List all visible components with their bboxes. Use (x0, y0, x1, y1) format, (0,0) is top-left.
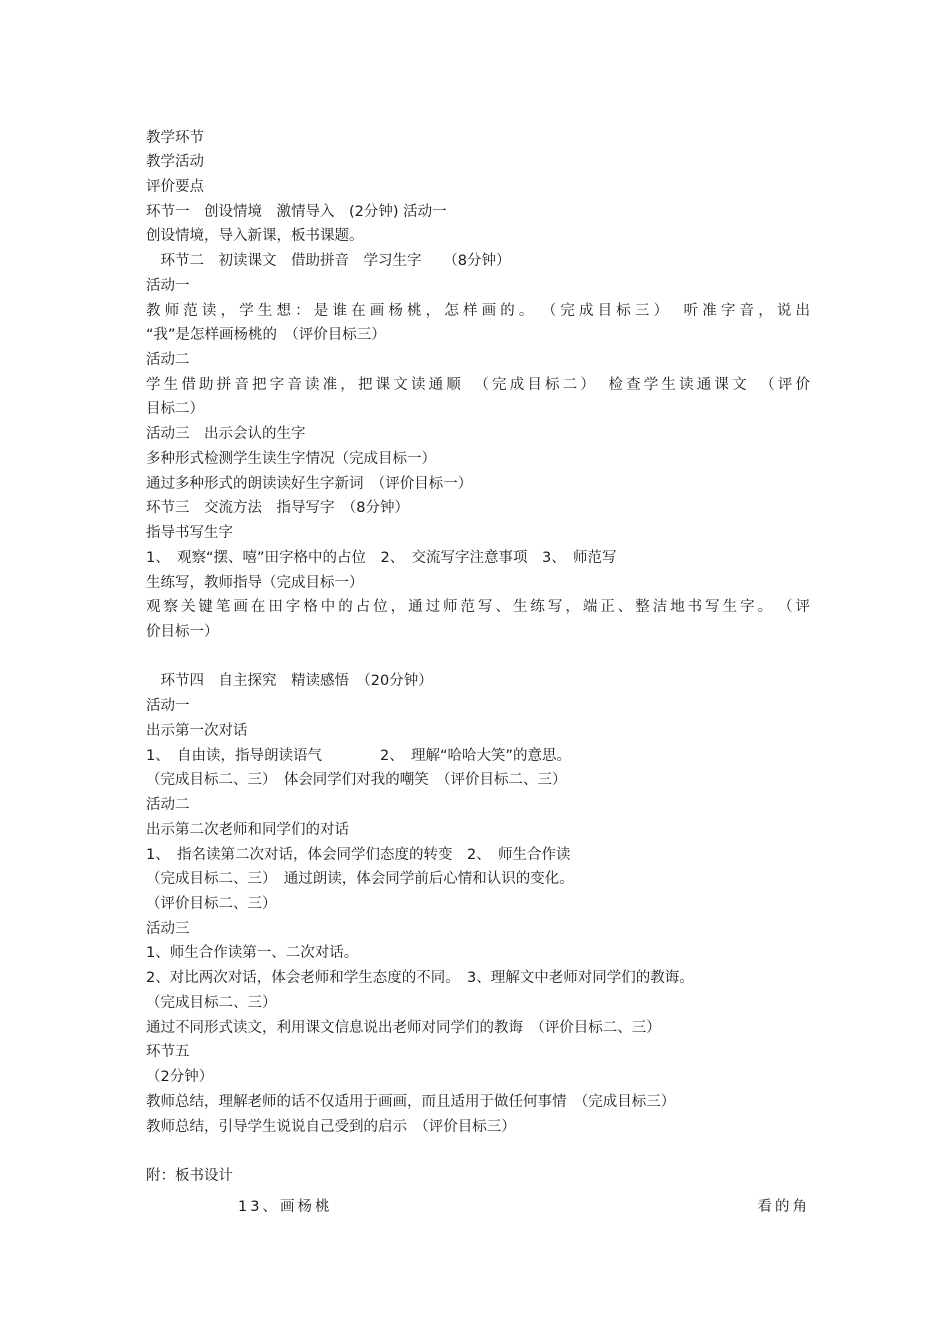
ln-3: 环节一 创设情境 激情导入 (2分钟) 活动一 (146, 204, 447, 220)
ln-38: （2分钟） (146, 1069, 214, 1085)
ln-13: 多种形式检测学生读生字情况（完成目标一） (146, 451, 436, 467)
ln-25: 1、 自由读，指导朗读语气 2、 理解“哈哈大笑”的意思。 (146, 748, 571, 764)
ln-0: 教学环节 (146, 130, 204, 146)
ln-34: 2、对比两次对话，体会老师和学生态度的不同。 3、理解文中老师对同学们的教诲。 (146, 970, 694, 986)
ln-10: 学生借助拼音把字音读准，把课文读通顺 （完成目标二） 检查学生读通课文 （评价 (146, 377, 810, 393)
ln-20: 价目标一） (146, 624, 219, 640)
ln-11: 目标二） (146, 401, 204, 417)
ln-42: 附：板书设计 (146, 1168, 233, 1184)
ln-17: 1、 观察“摆、嘻”田字格中的占位 2、 交流写字注意事项 3、 师范写 (146, 550, 617, 566)
ln-29: 1、 指名读第二次对话，体会同学们态度的转变 2、 师生合作读 (146, 847, 571, 863)
ln-36: 通过不同形式读文，利用课文信息说出老师对同学们的教诲 （评价目标二、三） (146, 1020, 661, 1036)
ln-22: 环节四 自主探究 精读感悟 （20分钟） (146, 673, 433, 689)
ln-1: 教学活动 (146, 154, 204, 170)
ln-6: 活动一 (146, 278, 190, 294)
ln-19: 观察关键笔画在田字格中的占位，通过师范写、生练写，端正、整洁地书写生字。 （评 (146, 599, 810, 615)
ln-4: 创设情境，导入新课，板书课题。 (146, 228, 364, 244)
ln-39: 教师总结，理解老师的话不仅适用于画画，而且适用于做任何事情 （完成目标三） (146, 1094, 676, 1110)
ln-12: 活动三 出示会认的生字 (146, 426, 306, 442)
ln-35: （完成目标二、三） (146, 995, 277, 1011)
ln-26: （完成目标二、三） 体会同学们对我的嘲笑 （评价目标二、三） (146, 772, 567, 788)
ln-24: 出示第一次对话 (146, 723, 248, 739)
ln-32: 活动三 (146, 921, 190, 937)
ln-27: 活动二 (146, 797, 190, 813)
ln-18: 生练写，教师指导（完成目标一） (146, 575, 364, 591)
ln-28: 出示第二次老师和同学们的对话 (146, 822, 349, 838)
ln-8: “我”是怎样画杨桃的 （评价目标三） (146, 327, 386, 343)
ln-14: 通过多种形式的朗读读好生字新词 （评价目标一） (146, 476, 473, 492)
ln-15: 环节三 交流方法 指导写字 （8分钟） (146, 500, 409, 516)
board-right-text: 看的角 (757, 1199, 810, 1215)
ln-16: 指导书写生字 (146, 525, 233, 541)
ln-31: （评价目标二、三） (146, 896, 277, 912)
ln-5: 环节二 初读课文 借助拼音 学习生字 （8分钟） (146, 253, 511, 269)
ln-37: 环节五 (146, 1044, 190, 1060)
ln-9: 活动二 (146, 352, 190, 368)
ln-30: （完成目标二、三） 通过朗读，体会同学前后心情和认识的变化。 (146, 871, 574, 887)
ln-7: 教师范读，学生想：是谁在画杨桃，怎样画的。 （完成目标三） 听准字音，说出 (146, 303, 810, 319)
board-title: 13、画杨桃 (238, 1199, 333, 1215)
ln-33: 1、师生合作读第一、二次对话。 (146, 945, 359, 961)
ln-40: 教师总结，引导学生说说自己受到的启示 （评价目标三） (146, 1119, 516, 1135)
ln-23: 活动一 (146, 698, 190, 714)
ln-2: 评价要点 (146, 179, 204, 195)
